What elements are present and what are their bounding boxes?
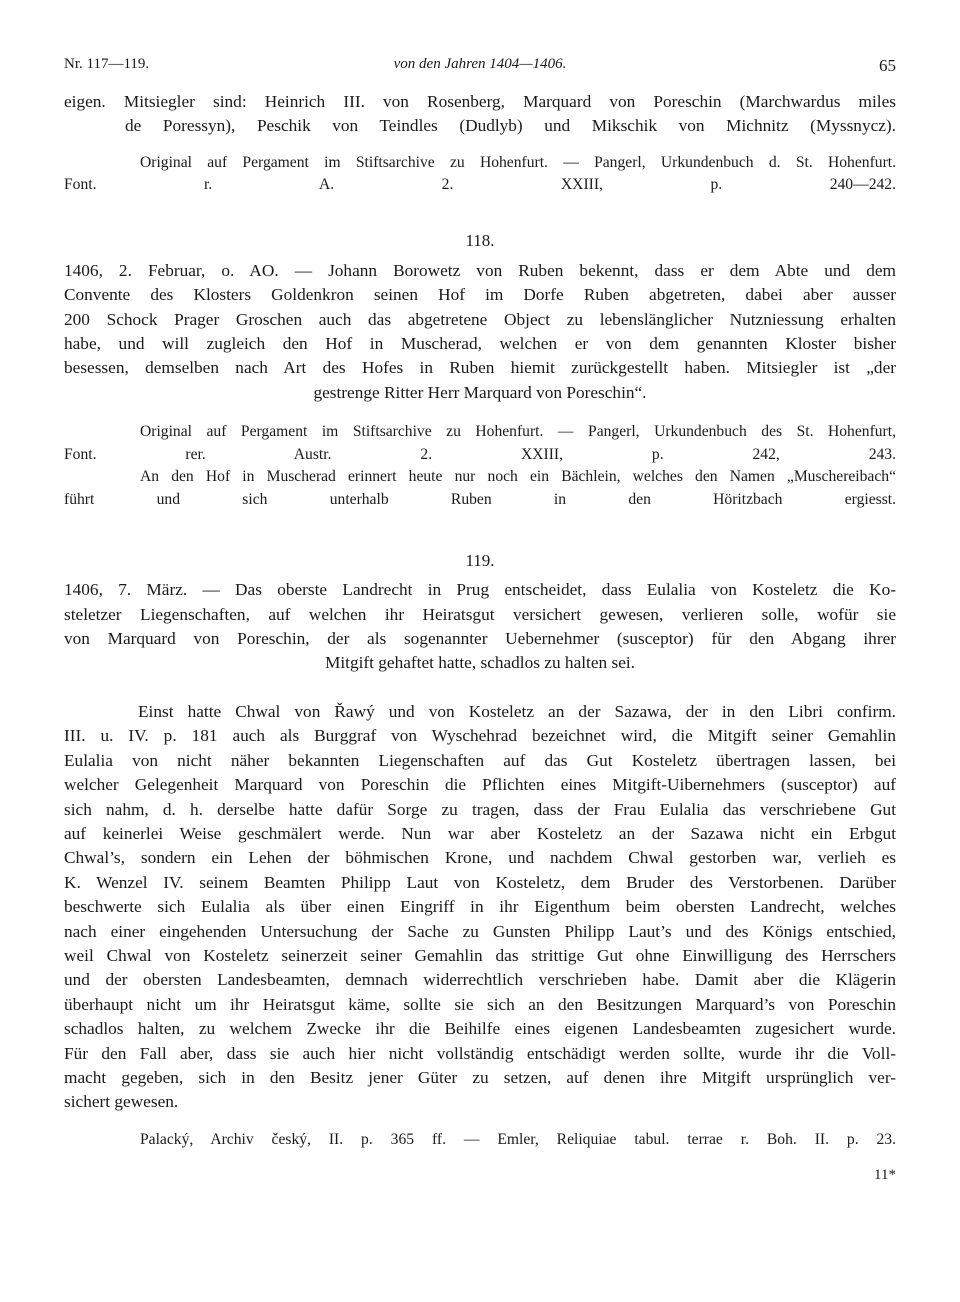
text-line: besessen, demselben nach Art des Hofes in Ruben hiemit zurückgestellt haben. Mitsiegler ist „der <box>64 358 896 378</box>
source-note-118 <box>64 421 896 511</box>
running-head <box>64 56 896 84</box>
text-line: sich nahm, d. h. derselbe hatte dafür Sorge zu tragen, dass der Frau Eulalia das verschriebene Gut <box>64 799 896 819</box>
text-line: 1406, 7. März. — Das oberste Landrecht in Prug entscheidet, dass Eulalia von Kosteletz die Ko- <box>64 580 896 600</box>
document-number-119: 119. <box>465 551 495 571</box>
text-line: von Marquard von Poreschin, der als sogenannter Uebernehmer (susceptor) für den Abgang ihrer <box>64 629 896 649</box>
text-line: und der obersten Landesbeamten, demnach widerrechtlich verschrieben habe. Damit aber die Klägerin <box>64 970 896 990</box>
text-line: Eulalia von nicht näher bekannten Liegenschaften auf das Gut Kosteletz übertragen lassen, bei <box>64 750 896 770</box>
text-line: de Poressyn), Peschik von Teindles (Dudlyb) und Mikschik von Michnitz (Myssnycz). <box>125 116 896 136</box>
sheet-signature: 11* <box>874 1167 896 1184</box>
text-line: macht gegeben, sich in den Besitz jener Güter zu setzen, auf denen ihre Mitgift ursprünglich ver- <box>64 1067 896 1087</box>
text-line: überhaupt nicht um ihr Heiratsgut käme, sollte sie sich an den Besitzungen Marquard’s von Poreschin <box>64 994 896 1014</box>
text-line: weil Chwal von Kosteletz seinerzeit seiner Gemahlin das strittige Gut ohne Einwilligung des Herrschers <box>64 945 896 965</box>
text-line: schadlos halten, zu welchem Zwecke ihr die Beihilfe eines eigenen Landesbeamten zugesichert wurde. <box>64 1019 896 1039</box>
text-line: III. u. IV. p. 181 auch als Burggraf von Wyschehrad bezeichnet wird, die Mitgift seiner Gemahlin <box>64 726 896 746</box>
source-line: Font. rer. Austr. 2. XXIII, p. 242, 243. <box>64 445 896 463</box>
text-line: Convente des Klosters Goldenkron seinen Hof im Dorfe Ruben abgetreten, dabei aber ausser <box>64 285 896 305</box>
page-number: 65 <box>879 56 896 75</box>
text-line: Einst hatte Chwal von Řawý und von Kosteletz an der Sazawa, der in den Libri confirm. <box>138 701 896 721</box>
source-note-119: Palacký, Archiv český, II. p. 365 ff. — Emler, Reliquiae tabul. terrae r. Boh. II. p. 23. <box>140 1130 896 1148</box>
text-line: steletzer Liegenschaften, auf welchen ihr Heiratsgut versichert gewesen, verlieren solle, wofür sie <box>64 604 896 624</box>
regest-119 <box>64 578 896 676</box>
text-line: eigen. Mitsiegler sind: Heinrich III. von Rosenberg, Marquard von Poreschin (Marchwardus miles <box>64 92 896 111</box>
text-line: Chwal’s, sondern ein Lehen der böhmischen Krone, und nachdem Chwal gestorben war, verlieh es <box>64 848 896 868</box>
text-line: nach einer eingehenden Untersuchung der Sache zu Gunsten Philipp Laut’s und des Königs entschied, <box>64 921 896 941</box>
text-line: 1406, 2. Februar, o. AO. — Johann Borowetz von Ruben bekennt, dass er dem Abte und dem <box>64 260 896 280</box>
document-number-118: 118. <box>465 230 495 250</box>
text-line: Mitgift gehaftet hatte, schadlos zu halten sei. <box>324 653 635 673</box>
text-line: habe, und will zugleich den Hof in Muscherad, welchen er von dem genannten Kloster bisher <box>64 334 896 354</box>
text-line: 200 Schock Prager Groschen auch das abgetretene Object zu lebenslänglicher Nutzniessung erhalten <box>64 309 896 329</box>
text-line: welcher Gelegenheit Marquard von Poreschin die Pflichten eines Mitgift-Uibernehmers (susceptor) auf <box>64 775 896 795</box>
regest-118 <box>64 259 896 405</box>
text-line: gestrenge Ritter Herr Marquard von Poreschin“. <box>313 382 647 402</box>
source-note-117 <box>64 152 896 197</box>
text-line: sichert gewesen. <box>64 1092 179 1112</box>
page <box>64 56 896 1184</box>
header-title: von den Jahren 1404—1406. <box>393 56 567 72</box>
text-line: Für den Fall aber, dass sie auch hier nicht vollständig entschädigt werden sollte, wurde ihr die Voll- <box>64 1043 896 1063</box>
note-line: An den Hof in Muscherad erinnert heute nur noch ein Bächlein, welches den Namen „Muschereibach“ <box>140 468 896 486</box>
note-line: führt und sich unterhalb Ruben in den Höritzbach ergiesst. <box>64 490 896 508</box>
source-line: Original auf Pergament im Stiftsarchive zu Hohenfurt. — Pangerl, Urkundenbuch des St. Hohenfurt, <box>140 423 896 441</box>
source-line: Font. r. A. 2. XXIII, p. 240—242. <box>64 176 896 194</box>
text-line: beschwerte sich Eulalia als über einen Eingriff in ihr Eigenthum beim obersten Landrecht, welches <box>64 897 896 917</box>
text-line: K. Wenzel IV. seinem Beamten Philipp Laut von Kosteletz, dem Bruder des Verstorbenen. Darüber <box>64 872 896 892</box>
header-doc-range: Nr. 117—119. <box>64 56 150 72</box>
source-line: Original auf Pergament im Stiftsarchive zu Hohenfurt. — Pangerl, Urkundenbuch d. St. Hohenfurt. <box>140 153 896 171</box>
continuation-paragraph <box>64 90 896 139</box>
commentary-119 <box>64 700 896 1115</box>
text-line: auf keinerlei Weise geschmälert werde. Nun war aber Kosteletz an der Sazawa nicht ein Erbgut <box>64 823 896 843</box>
